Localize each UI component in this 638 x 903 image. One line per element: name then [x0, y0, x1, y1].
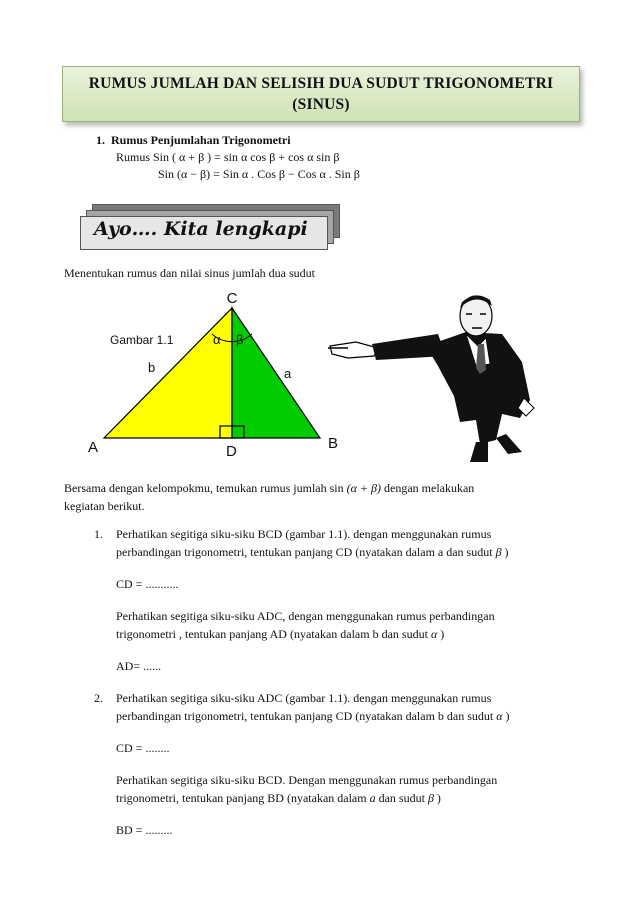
answer-blank: AD= ...... — [116, 659, 162, 673]
task-question-line: Perhatikan segitiga siku-siku ADC (gambar 1.1). dengan menggunakan rumus — [116, 691, 492, 705]
task-question-line: Perhatikan segitiga siku-siku BCD (gambar 1.1). dengan menggunakan rumus — [116, 527, 492, 541]
intro-text: Menentukan rumus dan nilai sinus jumlah dua sudut — [64, 266, 315, 280]
task-question-line: Perhatikan segitiga siku-siku BCD. Dengan menggunakan rumus perbandingan — [116, 773, 498, 787]
answer-blank: CD = ........ — [116, 741, 170, 755]
task-question-line: dan sudut — [378, 791, 425, 805]
instruction-part-1: Bersama dengan kelompokmu, temukan rumus jumlah sin — [64, 481, 344, 495]
task-question — [116, 525, 564, 561]
angle-symbol: β — [427, 791, 434, 805]
pointing-hand — [330, 342, 378, 358]
banner-text: Ayo…. Kita lengkapi — [94, 218, 308, 240]
task-question-line: perbandingan trigonometri, tentukan panjang CD (nyatakan dalam a dan sudut — [116, 545, 493, 559]
figure-caption: Gambar 1.1 — [110, 333, 174, 347]
task-question-line: Perhatikan segitiga siku-siku ADC, dengan menggunakan rumus perbandingan — [116, 609, 495, 623]
instruction-part-3: kegiatan berikut. — [64, 499, 145, 513]
title-line-1: RUMUS JUMLAH DAN SELISIH DUA SUDUT TRIGONOMETRI — [88, 75, 554, 92]
closing-paren: ) — [505, 709, 510, 723]
angle-symbol: β — [495, 545, 502, 559]
formula-section — [96, 132, 360, 183]
title-box — [62, 66, 580, 122]
angle-beta-label: β — [236, 332, 244, 347]
left-triangle-adc — [104, 308, 232, 438]
closing-paren: ) — [440, 627, 445, 641]
task-question — [116, 771, 564, 807]
vertex-d-label: D — [226, 443, 237, 458]
task-number: 2. — [94, 691, 103, 705]
answer-blank: BD = ......... — [116, 823, 173, 837]
answer-blank: CD = ........... — [116, 577, 179, 591]
man-leg-right — [496, 434, 522, 454]
task-number: 1. — [94, 527, 103, 541]
vertex-b-label: B — [328, 435, 339, 452]
task-item — [94, 525, 564, 675]
sum-formula: Rumus Sin ( α + β ) = sin α cos β + cos α sin β — [116, 150, 340, 164]
task-item — [94, 689, 564, 839]
vertex-a-label: A — [88, 439, 99, 456]
instruction-part-2: dengan melakukan — [384, 481, 475, 495]
angle-symbol: α — [496, 709, 503, 723]
task-question-line: perbandingan trigonometri, tentukan panjang CD (nyatakan dalam b dan sudut — [116, 709, 494, 723]
formula-number: 1. — [96, 133, 105, 147]
difference-formula: Sin (α − β) = Sin α . Cos β − Cos α . Sin β — [158, 167, 360, 181]
task-question — [116, 607, 564, 643]
formula-heading — [96, 132, 360, 149]
man-leg-left — [470, 442, 488, 462]
title-line-2: (SINUS) — [292, 96, 350, 113]
pointing-man-illustration — [326, 294, 548, 466]
side-variable: a — [369, 791, 376, 805]
instruction-paragraph — [64, 479, 564, 515]
side-b-label: b — [148, 360, 156, 375]
angle-alpha-label: α — [213, 332, 221, 347]
formula-heading-text: Rumus Penjumlahan Trigonometri — [111, 133, 291, 147]
triangle-figure — [86, 286, 346, 458]
angle-symbol: α — [430, 627, 438, 641]
side-a-label: a — [284, 366, 292, 381]
instruction-expression: (α + β) — [346, 481, 381, 495]
closing-paren: ) — [504, 545, 509, 559]
task-question — [116, 689, 564, 725]
task-question-line: trigonometri , tentukan panjang AD (nyatakan dalam b dan sudut — [116, 627, 428, 641]
vertex-c-label: C — [226, 290, 238, 307]
right-triangle-bcd — [232, 308, 320, 438]
activity-banner — [80, 204, 340, 250]
task-question-line: trigonometri, tentukan panjang BD (nyatakan dalam — [116, 791, 367, 805]
task-list — [94, 525, 564, 853]
closing-paren: ) — [436, 791, 441, 805]
